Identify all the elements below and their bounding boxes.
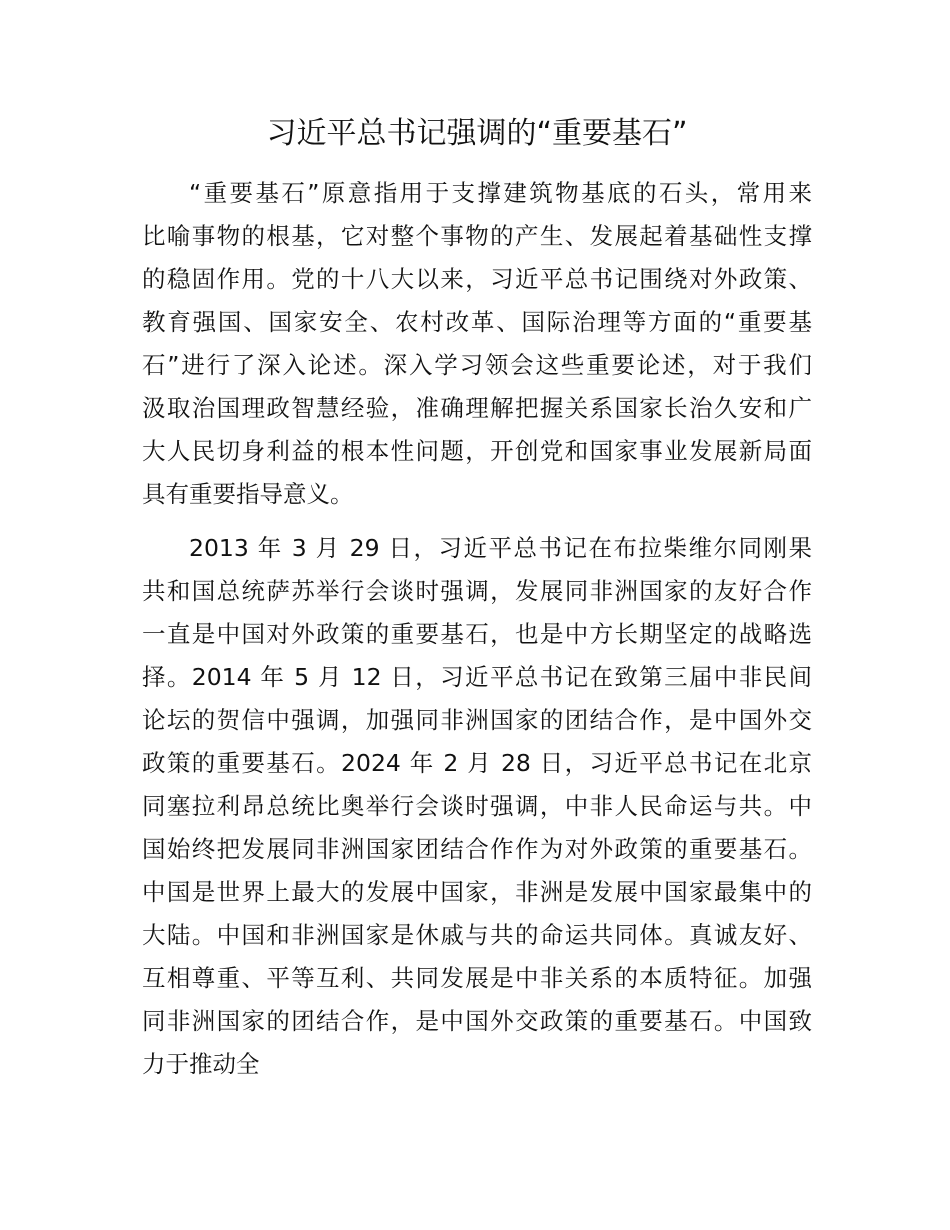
text-line: 政策的重要基石。2024 年 2 月 28 日，习近平总书记在北京 [142,749,812,777]
document-title: 习近平总书记强调的“重要基石” [266,116,688,151]
text-line: 择。2014 年 5 月 12 日，习近平总书记在致第三届中非民间 [142,663,812,691]
text-line: 同塞拉利昂总统比奥举行会谈时强调，中非人民命运与共。中 [142,792,812,820]
text-line: 大陆。中国和非洲国家是休戚与共的命运共同体。真诚友好、 [142,921,812,949]
text-line: 力于推动全 [142,1050,260,1078]
paragraph-intro [142,172,812,516]
text-line: 石”进行了深入论述。深入学习领会这些重要论述，对于我们 [142,351,812,379]
text-line: 大人民切身利益的根本性问题，开创党和国家事业发展新局面 [142,437,812,465]
text-line: 国始终把发展同非洲国家团结合作作为对外政策的重要基石。 [142,835,812,863]
text-line: 同非洲国家的团结合作，是中国外交政策的重要基石。中国致 [142,1007,812,1035]
text-line: 比喻事物的根基，它对整个事物的产生、发展起着基础性支撑 [142,222,812,250]
text-line: 互相尊重、平等互利、共同发展是中非关系的本质特征。加强 [142,964,812,992]
text-line: 汲取治国理政智慧经验，准确理解把握关系国家长治久安和广 [142,394,812,422]
paragraph-foreign-policy [142,527,812,1086]
text-line: 教育强国、国家安全、农村改革、国际治理等方面的“重要基 [142,308,812,336]
text-line: “重要基石”原意指用于支撑建筑物基底的石头，常用来 [189,179,812,207]
text-line: 的稳固作用。党的十八大以来，习近平总书记围绕对外政策、 [142,265,812,293]
text-line: 共和国总统萨苏举行会谈时强调，发展同非洲国家的友好合作 [142,577,812,605]
text-line: 中国是世界上最大的发展中国家，非洲是发展中国家最集中的 [142,878,812,906]
text-line: 具有重要指导意义。 [142,480,354,508]
text-line: 论坛的贺信中强调，加强同非洲国家的团结合作，是中国外交 [142,706,812,734]
text-line: 2013 年 3 月 29 日，习近平总书记在布拉柴维尔同刚果 [189,534,812,562]
text-line: 一直是中国对外政策的重要基石，也是中方长期坚定的战略选 [142,620,812,648]
